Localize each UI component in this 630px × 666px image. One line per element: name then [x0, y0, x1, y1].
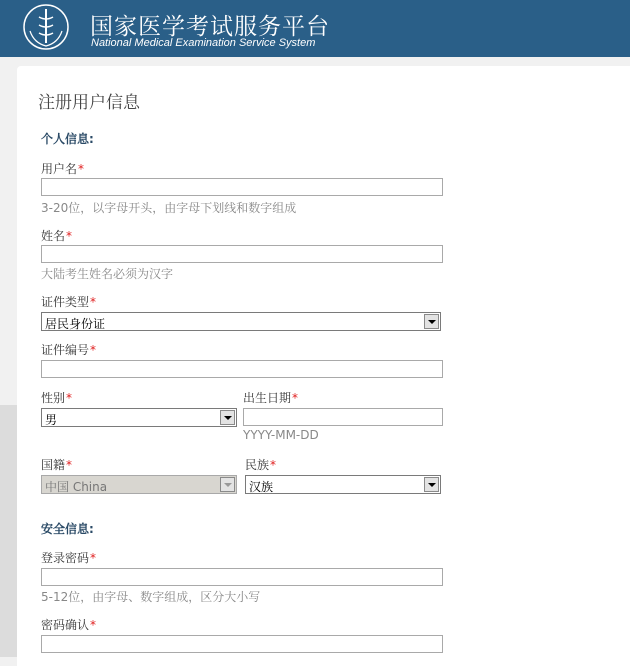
id-type-label-text: 证件类型 — [41, 295, 90, 309]
username-hint: 3-20位，以字母开头，由字母下划线和数字组成 — [41, 201, 297, 215]
id-type-selected-value: 居民身份证 — [45, 317, 106, 331]
birth-date-label-text: 出生日期 — [243, 391, 292, 405]
ethnicity-select[interactable] — [245, 475, 441, 494]
id-type-select[interactable] — [41, 312, 441, 331]
password-confirm-input[interactable] — [41, 635, 443, 653]
password-label-text: 登录密码 — [41, 551, 90, 565]
required-mark: * — [270, 458, 277, 472]
nationality-selected-value: 中国 China — [45, 480, 108, 494]
required-mark: * — [90, 343, 97, 357]
required-mark: * — [292, 391, 299, 405]
password-input[interactable] — [41, 568, 443, 586]
birth-date-label — [243, 389, 298, 406]
nationality-select — [41, 475, 237, 494]
username-label-text: 用户名 — [41, 162, 78, 176]
chevron-down-icon[interactable] — [424, 477, 439, 492]
password-hint: 5-12位，由字母、数字组成，区分大小写 — [41, 590, 261, 604]
background-shade — [0, 405, 17, 657]
gender-select[interactable] — [41, 408, 237, 427]
id-number-label-text: 证件编号 — [41, 343, 90, 357]
nationality-label-text: 国籍 — [41, 458, 66, 472]
section-personal-info: 个人信息: — [41, 132, 94, 146]
ethnicity-selected-value: 汉族 — [249, 480, 274, 494]
nationality-label — [41, 456, 72, 473]
required-mark: * — [78, 162, 85, 176]
ethnicity-label — [245, 456, 276, 473]
id-type-label — [41, 293, 96, 310]
site-title: 国家医学考试服务平台 — [90, 14, 330, 40]
ethnicity-label-text: 民族 — [245, 458, 270, 472]
required-mark: * — [66, 391, 73, 405]
site-subtitle: National Medical Examination Service System — [91, 37, 316, 49]
id-number-label — [41, 341, 96, 358]
name-label — [41, 227, 72, 244]
username-input[interactable] — [41, 178, 443, 196]
password-confirm-label-text: 密码确认 — [41, 618, 90, 632]
page-title: 注册用户信息 — [38, 93, 140, 113]
name-hint: 大陆考生姓名必须为汉字 — [41, 267, 174, 281]
chevron-down-icon[interactable] — [424, 314, 439, 329]
birth-date-input[interactable] — [243, 408, 443, 426]
username-label — [41, 160, 84, 177]
password-label — [41, 549, 96, 566]
required-mark: * — [90, 295, 97, 309]
name-label-text: 姓名 — [41, 229, 66, 243]
required-mark: * — [90, 618, 97, 632]
required-mark: * — [66, 229, 73, 243]
name-input[interactable] — [41, 245, 443, 263]
chevron-down-icon[interactable] — [220, 410, 235, 425]
password-confirm-label — [41, 616, 96, 633]
gender-label-text: 性别 — [41, 391, 66, 405]
required-mark: * — [66, 458, 73, 472]
header-bar — [0, 0, 630, 57]
required-mark: * — [90, 551, 97, 565]
medical-caduceus-logo-icon — [22, 3, 70, 51]
gender-selected-value: 男 — [45, 413, 58, 427]
section-security-info: 安全信息: — [41, 522, 94, 536]
id-number-input[interactable] — [41, 360, 443, 378]
chevron-down-icon — [220, 477, 235, 492]
birth-date-hint: YYYY-MM-DD — [243, 428, 319, 442]
gender-label — [41, 389, 72, 406]
